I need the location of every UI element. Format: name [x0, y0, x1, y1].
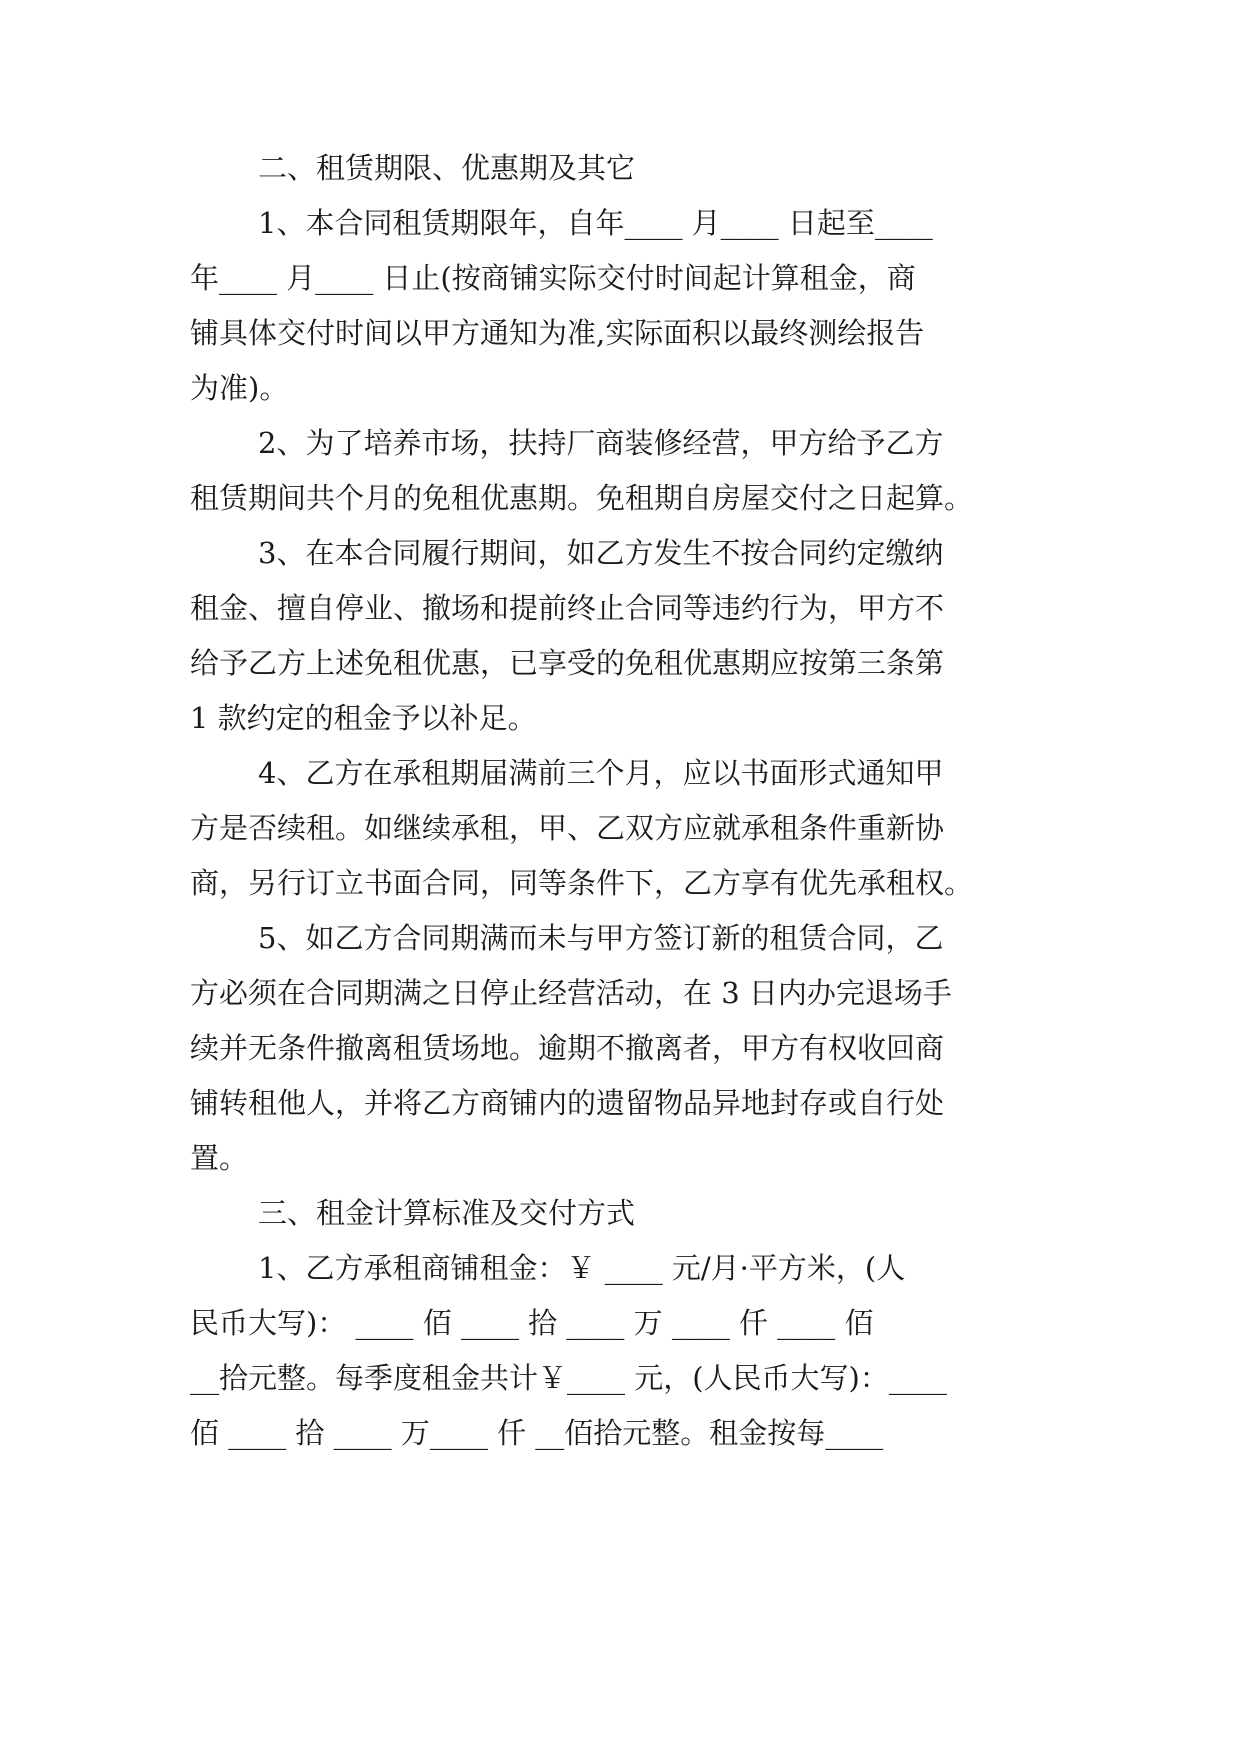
clause-line: 1、本合同租赁期限年，自年____ 月____ 日起至____ [258, 206, 933, 240]
clause-line: 铺转租他人，并将乙方商铺内的遗留物品异地封存或自行处 [190, 1086, 945, 1120]
clause-line: 民币大写)： ____ 佰 ____ 拾 ____ 万 ____ 仟 ____ 佰 [190, 1306, 874, 1340]
clause-line: 方必须在合同期满之日停止经营活动，在 3 日内办完退场手 [190, 976, 952, 1010]
clause-line: 5、如乙方合同期满而未与甲方签订新的租赁合同，乙 [258, 921, 944, 955]
clause-line: 租金、擅自停业、撤场和提前终止合同等违约行为，甲方不 [190, 591, 945, 625]
clause-line: 1、乙方承租商铺租金：￥ ____ 元/月·平方米，(人 [258, 1251, 906, 1285]
clause-line: 2、为了培养市场，扶持厂商装修经营，甲方给予乙方 [258, 426, 944, 460]
clause-line: 4、乙方在承租期届满前三个月，应以书面形式通知甲 [258, 756, 944, 790]
clause-line: 年____ 月____ 日止(按商铺实际交付时间起计算租金，商 [190, 261, 916, 295]
clause-line: __拾元整。每季度租金共计￥____ 元，(人民币大写)：____ [190, 1361, 947, 1395]
clause-line: 为准)。 [190, 371, 289, 405]
section-heading: 二、租赁期限、优惠期及其它 [258, 151, 636, 185]
clause-line: 佰 ____ 拾 ____ 万____ 仟 __佰拾元整。租金按每____ [190, 1416, 884, 1450]
clause-line: 续并无条件撤离租赁场地。逾期不撤离者，甲方有权收回商 [190, 1031, 945, 1065]
clause-line: 方是否续租。如继续承租，甲、乙双方应就承租条件重新协 [190, 811, 945, 845]
clause-line: 给予乙方上述免租优惠，已享受的免租优惠期应按第三条第 [190, 646, 945, 680]
clause-line: 3、在本合同履行期间，如乙方发生不按合同约定缴纳 [258, 536, 944, 570]
clause-line: 置。 [190, 1141, 249, 1175]
clause-line: 1 款约定的租金予以补足。 [190, 701, 537, 735]
section-heading: 三、租金计算标准及交付方式 [258, 1196, 636, 1230]
clause-line: 商，另行订立书面合同，同等条件下，乙方享有优先承租权。 [190, 866, 974, 900]
clause-line: 铺具体交付时间以甲方通知为准,实际面积以最终测绘报告 [190, 316, 925, 350]
clause-line: 租赁期间共个月的免租优惠期。免租期自房屋交付之日起算。 [190, 481, 974, 515]
